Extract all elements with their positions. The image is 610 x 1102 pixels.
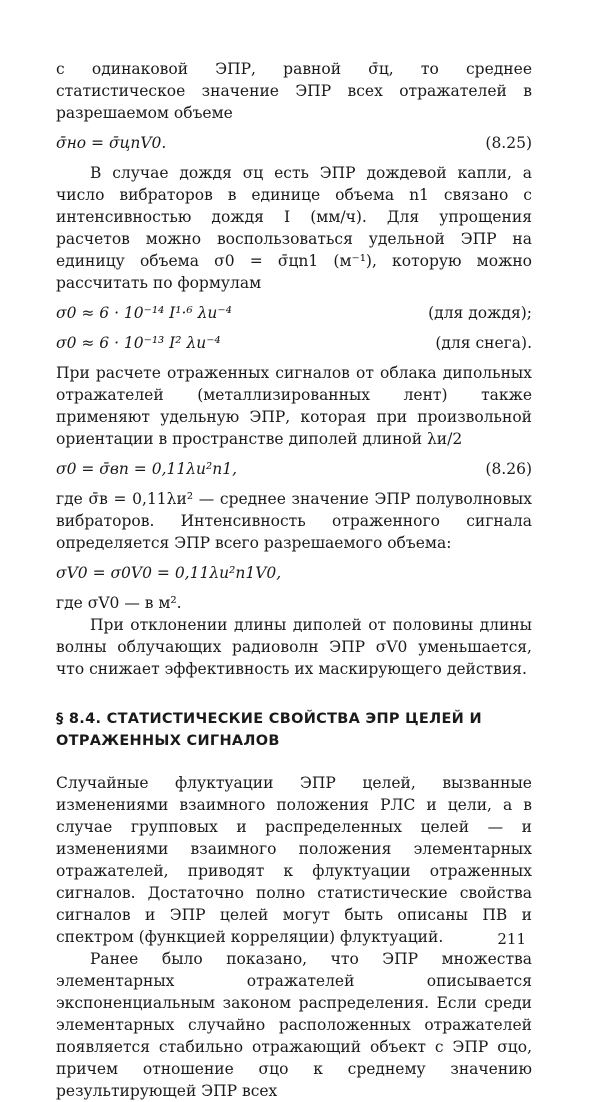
equation-formula: σV0 = σ0V0 = 0,11λи²n1V0, (56, 564, 282, 582)
equation-rain (56, 302, 532, 324)
equation-8-26 (56, 458, 532, 480)
equation-volume (56, 562, 532, 584)
book-page (56, 58, 532, 1102)
equation-formula: σ0 = σ̄вn = 0,11λи²n1, (56, 460, 238, 478)
equation-number: (8.25) (485, 134, 532, 152)
section-heading: § 8.4. СТАТИСТИЧЕСКИЕ СВОЙСТВА ЭПР ЦЕЛЕЙ И ОТРАЖЕННЫХ СИГНАЛОВ (56, 711, 482, 749)
paragraph-units: где σV0 — в м². (56, 594, 182, 612)
page-number: 211 (497, 930, 526, 948)
paragraph-exponential: Ранее было показано, что ЭПР множества элементарных отражателей описывается экспоненциальным законом распределения. Если среди элементарных случайно расположенных отражателей появляется стабильно отражающий объект с ЭПР σцо, причем отношение σцо к среднему значению результирующей ЭПР всех (56, 950, 532, 1100)
equation-formula: σ̄но = σ̄цnV0. (56, 134, 167, 152)
paragraph-intro: с одинаковой ЭПР, равной σ̄ц, то среднее статистическое значение ЭПР всех отражателей в разрешаемом объеме (56, 60, 532, 122)
equation-snow (56, 332, 532, 354)
equation-formula: σ0 ≈ 6 · 10⁻¹³ I² λи⁻⁴ (56, 334, 221, 352)
paragraph-deviation: При отклонении длины диполей от половины длины волны облучающих радиоволн ЭПР σV0 уменьшается, что снижает эффективность их маскирующего действия. (56, 616, 532, 678)
equation-formula: σ0 ≈ 6 · 10⁻¹⁴ I¹·⁶ λи⁻⁴ (56, 304, 232, 322)
paragraph-fluctuations: Случайные флуктуации ЭПР целей, вызванные изменениями взаимного положения РЛС и цели, а в случае групповых и распределенных целей — и изменениями взаимного положения элементарных отражателей, приводят к флуктуации отраженных сигналов. Достаточно полно статистические свойства сигналов и ЭПР целей могут быть описаны ПВ и спектром (функцией корреляции) флуктуаций. (56, 774, 532, 946)
equation-8-25 (56, 132, 532, 154)
equation-note: (для снега). (435, 334, 532, 352)
paragraph-where-sigma-v: где σ̄в = 0,11λи² — среднее значение ЭПР полуволновых вибраторов. Интенсивность отраженного сигнала определяется ЭПР всего разрешаемого объема: (56, 490, 532, 552)
equation-note: (для дождя); (428, 304, 532, 322)
paragraph-dipoles: При расчете отраженных сигналов от облака дипольных отражателей (металлизированных лент) также применяют удельную ЭПР, которая при произвольной ориентации в пространстве диполей длиной λи/2 (56, 364, 532, 448)
paragraph-rain: В случае дождя σц есть ЭПР дождевой капли, а число вибраторов в единице объема n1 связано с интенсивностью дождя I (мм/ч). Для упрощения расчетов можно воспользоваться удельной ЭПР на единицу объема σ0 = σ̄цn1 (м⁻¹), которую можно рассчитать по формулам (56, 164, 532, 292)
equation-number: (8.26) (485, 460, 532, 478)
